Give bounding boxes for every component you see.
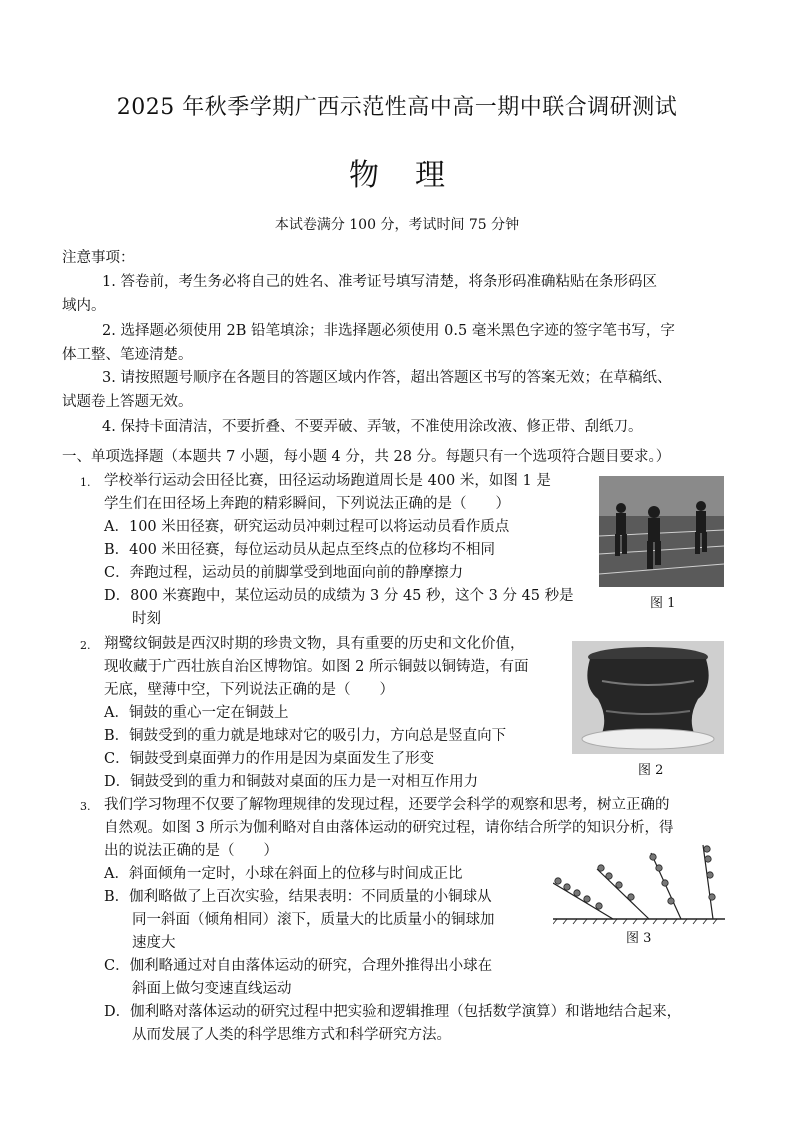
question-text: 学校举行运动会田径比赛，田径运动场跑道周长是 400 米，如图 1 是 [104,473,551,489]
question-number: 1. [80,476,91,489]
subject-title: 物理 [349,158,481,193]
note-line: 2. 选择题必须使用 2B 铅笔填涂；非选择题必须使用 0.5 毫米黑色字迹的签字笔书写，字 [102,323,675,339]
question-text: 翔鹭纹铜鼓是西汉时期的珍贵文物，具有重要的历史和文化价值， [104,636,525,652]
figure-3-incline-diagram [553,841,725,925]
figure-1-runners-image [599,476,724,587]
question-text: 我们学习物理不仅要了解物理规律的发现过程，还要学会科学的观察和思考，树立正确的 [104,797,670,813]
option-b: B．400 米田径赛，每位运动员从起点至终点的位移均不相同 [104,542,495,558]
option-d: D．伽利略对落体运动的研究过程中把实验和逻辑推理（包括数学演算）和谐地结合起来， [104,1004,682,1020]
question-text: 自然观。如图 3 所示为伽利略对自由落体运动的研究过程，请你结合所学的知识分析，得 [104,820,674,836]
option-a: A．100 米田径赛，研究运动员冲刺过程可以将运动员看作质点 [104,519,510,535]
option-c: C．伽利略通过对自由落体运动的研究，合理外推得出小球在 [104,958,493,974]
note-item [62,270,722,318]
question-text: 无底，壁薄中空，下列说法正确的是（ ） [104,682,394,698]
option-d-cont: 时刻 [132,611,161,627]
option-d: D．800 米赛跑中，某位运动员的成绩为 3 分 45 秒，这个 3 分 45 秒是 [104,588,574,604]
option-c: C．奔跑过程，运动员的前脚掌受到地面向前的静摩擦力 [104,565,464,581]
option-b: B．伽利略做了上百次实验，结果表明：不同质量的小铜球从 [104,889,492,905]
option-a: A．铜鼓的重心一定在铜鼓上 [104,705,289,721]
question-number: 3. [80,800,91,813]
note-line: 1. 答卷前，考生务必将自己的姓名、准考证号填写清楚，将条形码准确粘贴在条形码区 [102,274,657,290]
question-text: 出的说法正确的是（ ） [104,843,278,859]
note-line: 4. 保持卡面清洁，不要折叠、不要弄破、弄皱，不准使用涂改液、修正带、刮纸刀。 [102,419,643,435]
question-number: 2. [80,639,91,652]
figure-3-caption: 图 3 [626,931,652,946]
note-item [62,366,722,414]
note-item [62,319,722,367]
option-c-cont: 斜面上做匀变速直线运动 [132,981,292,997]
note-line: 试题卷上答题无效。 [62,394,193,410]
figure-2-bronze-drum-image [572,641,724,754]
option-b-cont: 速度大 [132,935,176,951]
option-d: D．铜鼓受到的重力和铜鼓对桌面的压力是一对相互作用力 [104,774,479,790]
note-line: 体工整、笔迹清楚。 [62,347,193,363]
question-text: 现收藏于广西壮族自治区博物馆。如图 2 所示铜鼓以铜铸造，有面 [104,659,529,675]
figure-1-caption: 图 1 [650,596,676,611]
option-a: A．斜面倾角一定时，小球在斜面上的位移与时间成正比 [104,866,463,882]
question-text: 学生们在田径场上奔跑的精彩瞬间，下列说法正确的是（ ） [104,496,510,512]
section-heading: 一、单项选择题（本题共 7 小题，每小题 4 分，共 28 分。每题只有一个选项符合题目要求。） [62,449,671,465]
option-b: B．铜鼓受到的重力就是地球对它的吸引力，方向总是竖直向下 [104,728,507,744]
option-c: C．铜鼓受到桌面弹力的作用是因为桌面发生了形变 [104,751,435,767]
exam-title: 2025 年秋季学期广西示范性高中高一期中联合调研测试 [116,95,678,120]
option-b-cont: 同一斜面（倾角相同）滚下，质量大的比质量小的铜球加 [132,912,495,928]
note-line: 3. 请按照题号顺序在各题目的答题区域内作答，超出答题区书写的答案无效；在草稿纸、 [102,370,672,386]
notes-heading: 注意事项： [62,250,135,266]
note-item [62,415,722,439]
note-line: 域内。 [62,298,106,314]
figure-2-caption: 图 2 [638,763,664,778]
exam-meta: 本试卷满分 100 分，考试时间 75 分钟 [274,217,520,233]
option-d-cont: 从而发展了人类的科学思维方式和科学研究方法。 [132,1027,451,1043]
